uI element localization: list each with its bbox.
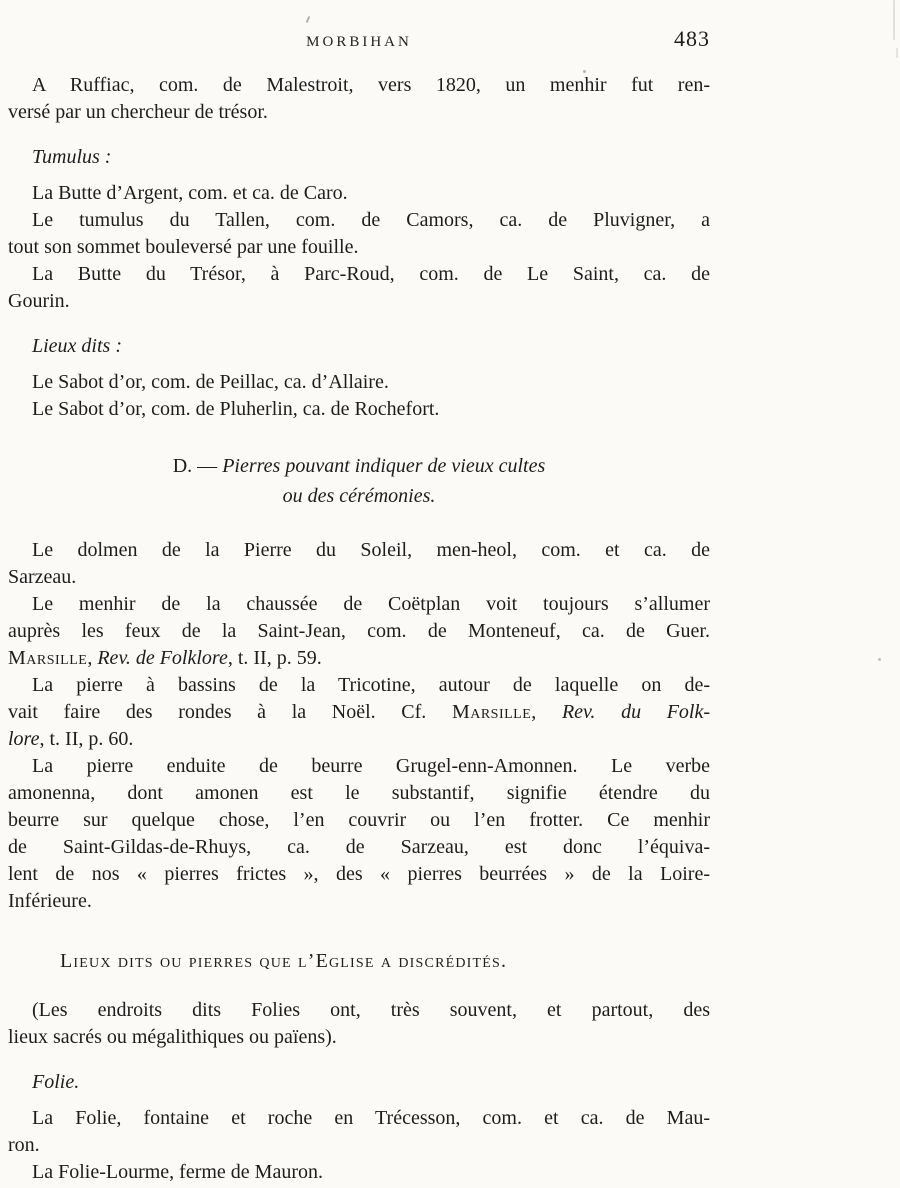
text-line: Le menhir de la chaussée de Coëtplan voit toujours s’allumer <box>32 593 710 615</box>
text-line: Le Sabot d’or, com. de Peillac, ca. d’Allaire. <box>32 371 389 393</box>
text-line: amonenna, dont amonen est le substantif, signifie étendre du <box>8 782 710 804</box>
scan-artifact <box>306 16 311 23</box>
text-line: ron. <box>8 1134 40 1156</box>
text-line: ou des cérémonies. <box>282 485 436 507</box>
text-line: auprès les feux de la Saint-Jean, com. de Monteneuf, ca. de Guer. <box>8 620 710 642</box>
scan-artifact <box>893 0 895 40</box>
paragraph-menhir-coetplan <box>8 591 710 672</box>
text-line: Sarzeau. <box>8 566 77 588</box>
text-line: La pierre enduite de beurre Grugel-enn-Amonnen. Le verbe <box>32 755 710 777</box>
paragraph-folie-trecesson <box>8 1105 710 1159</box>
text-line: La Butte du Trésor, à Parc-Roud, com. de Le Saint, ca. de <box>32 263 710 285</box>
scan-artifact <box>896 48 898 58</box>
heading-folie <box>8 1069 710 1096</box>
text-line: lore, t. II, p. 60. <box>8 728 134 750</box>
text-line: Tumulus : <box>32 146 112 168</box>
paragraph-folies-intro <box>8 997 710 1051</box>
heading-lieux-discredites <box>8 947 710 975</box>
text-line: lent de nos « pierres frictes », des « pierres beurrées » de la Loire- <box>8 863 710 885</box>
text-line: Marsille, Rev. de Folklore, t. II, p. 59. <box>8 647 322 669</box>
text-line: D. — Pierres pouvant indiquer de vieux cultes <box>172 455 546 477</box>
text-line: Le Sabot d’or, com. de Pluherlin, ca. de Rochefort. <box>32 398 440 420</box>
section-heading-d <box>8 451 710 511</box>
text-line: Le dolmen de la Pierre du Soleil, men-heol, com. et ca. de <box>32 539 710 561</box>
text-line: Le tumulus du Tallen, com. de Camors, ca. de Pluvigner, a <box>32 209 710 231</box>
scan-artifact <box>583 70 586 73</box>
text-line: La pierre à bassins de la Tricotine, autour de laquelle on de- <box>32 674 710 696</box>
scan-artifact <box>878 658 881 661</box>
heading-tumulus <box>8 144 710 171</box>
text-line: La Folie-Lourme, ferme de Mauron. <box>32 1161 324 1183</box>
text-line: Lieux dits : <box>32 335 122 357</box>
paragraph-pierre-beurre <box>8 753 710 915</box>
paragraph-ruffiac <box>8 72 710 126</box>
paragraph-sabot-peillac <box>8 369 710 396</box>
text-line: versé par un chercheur de trésor. <box>8 101 268 123</box>
paragraph-pierre-tricotine <box>8 672 710 753</box>
text-line: tout son sommet bouleversé par une fouille. <box>8 236 359 258</box>
text-line: Inférieure. <box>8 890 92 912</box>
paragraph-butte-tresor <box>8 261 710 315</box>
text-line: de Saint-Gildas-de-Rhuys, ca. de Sarzeau, est donc l’équiva- <box>8 836 710 858</box>
text-line: (Les endroits dits Folies ont, très souvent, et partout, des <box>32 999 710 1021</box>
page-number: 483 <box>674 26 710 51</box>
page-body <box>8 72 710 1186</box>
heading-lieux-dits <box>8 333 710 360</box>
text-line: beurre sur quelque chose, l’en couvrir ou l’en frotter. Ce menhir <box>8 809 710 831</box>
paragraph-butte-argent <box>8 180 710 207</box>
paragraph-sabot-pluherlin <box>8 396 710 423</box>
paragraph-dolmen-soleil <box>8 537 710 591</box>
text-line: Gourin. <box>8 290 70 312</box>
text-line: A Ruffiac, com. de Malestroit, vers 1820, un menhir fut ren- <box>32 74 710 96</box>
text-line: lieux sacrés ou mégalithiques ou païens). <box>8 1026 337 1048</box>
paragraph-tumulus-tallen <box>8 207 710 261</box>
text-line: Folie. <box>32 1071 80 1093</box>
text-line: La Butte d’Argent, com. et ca. de Caro. <box>32 182 348 204</box>
text-line: Lieux dits ou pierres que l’Eglise a discrédités. <box>60 950 508 972</box>
running-title: MORBIHAN <box>306 34 412 50</box>
paragraph-folie-lourme <box>8 1159 710 1186</box>
text-line: vait faire des rondes à la Noël. Cf. Marsille, Rev. du Folk- <box>8 701 711 723</box>
text-line: La Folie, fontaine et roche en Trécesson, com. et ca. de Mau- <box>32 1107 710 1129</box>
